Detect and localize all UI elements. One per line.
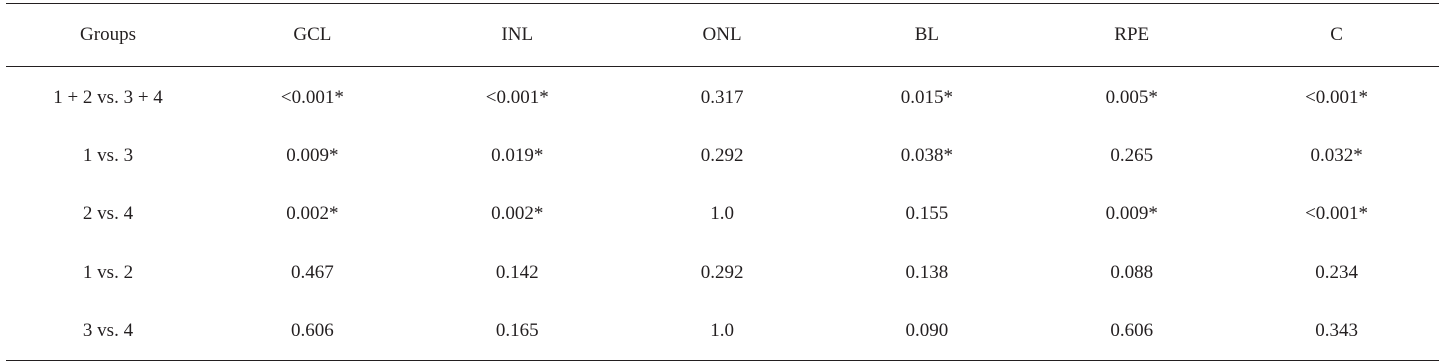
cell-c: <0.001* <box>1305 203 1369 225</box>
cell-rpe: 0.088 <box>1110 261 1154 283</box>
header-rpe: RPE <box>1114 24 1150 45</box>
cell-rpe: 0.606 <box>1110 319 1154 341</box>
cell-bl: 0.155 <box>905 203 949 225</box>
cell-gcl: <0.001* <box>280 87 344 109</box>
table-header <box>6 4 1439 67</box>
cell-rpe: 0.009* <box>1105 203 1158 225</box>
cell-groups: 1 vs. 2 <box>82 261 134 283</box>
cell-c: 0.032* <box>1310 145 1363 167</box>
header-row <box>6 4 1439 67</box>
header-c: C <box>1330 24 1343 45</box>
cell-onl: 0.292 <box>700 261 744 283</box>
table-row <box>6 302 1439 361</box>
cell-onl: 0.317 <box>700 87 744 109</box>
cell-inl: 0.002* <box>491 203 544 225</box>
cell-c: <0.001* <box>1305 87 1369 109</box>
cell-bl: 0.090 <box>905 319 949 341</box>
cell-rpe: 0.005* <box>1105 87 1158 109</box>
cell-c: 0.234 <box>1315 261 1358 283</box>
header-inl: INL <box>501 24 534 45</box>
cell-groups: 2 vs. 4 <box>82 203 134 225</box>
cell-inl: <0.001* <box>485 87 549 109</box>
cell-inl: 0.019* <box>491 145 544 167</box>
cell-onl: 1.0 <box>710 319 734 341</box>
header-bl: BL <box>914 24 940 45</box>
cell-groups: 1 vs. 3 <box>82 145 134 167</box>
table-row <box>6 67 1439 128</box>
header-gcl: GCL <box>293 24 332 45</box>
header-onl: ONL <box>702 24 742 45</box>
cell-bl: 0.015* <box>900 87 954 109</box>
table-row <box>6 244 1439 302</box>
cell-gcl: 0.606 <box>291 319 334 341</box>
cell-onl: 0.292 <box>700 145 744 167</box>
cell-inl: 0.142 <box>495 261 539 283</box>
cell-c: 0.343 <box>1315 319 1358 341</box>
table-row <box>6 127 1439 185</box>
header-groups: Groups <box>80 24 136 45</box>
cell-rpe: 0.265 <box>1110 145 1154 167</box>
cell-groups: 1 + 2 vs. 3 + 4 <box>53 87 163 109</box>
cell-gcl: 0.467 <box>291 261 334 283</box>
table-body <box>6 67 1439 361</box>
cell-bl: 0.038* <box>900 145 954 167</box>
cell-inl: 0.165 <box>495 319 539 341</box>
cell-gcl: 0.009* <box>286 145 339 167</box>
cell-gcl: 0.002* <box>286 203 339 225</box>
cell-onl: 1.0 <box>710 203 734 225</box>
cell-groups: 3 vs. 4 <box>82 319 134 341</box>
pvalue-table <box>6 3 1439 361</box>
table-row <box>6 185 1439 243</box>
cell-bl: 0.138 <box>905 261 949 283</box>
